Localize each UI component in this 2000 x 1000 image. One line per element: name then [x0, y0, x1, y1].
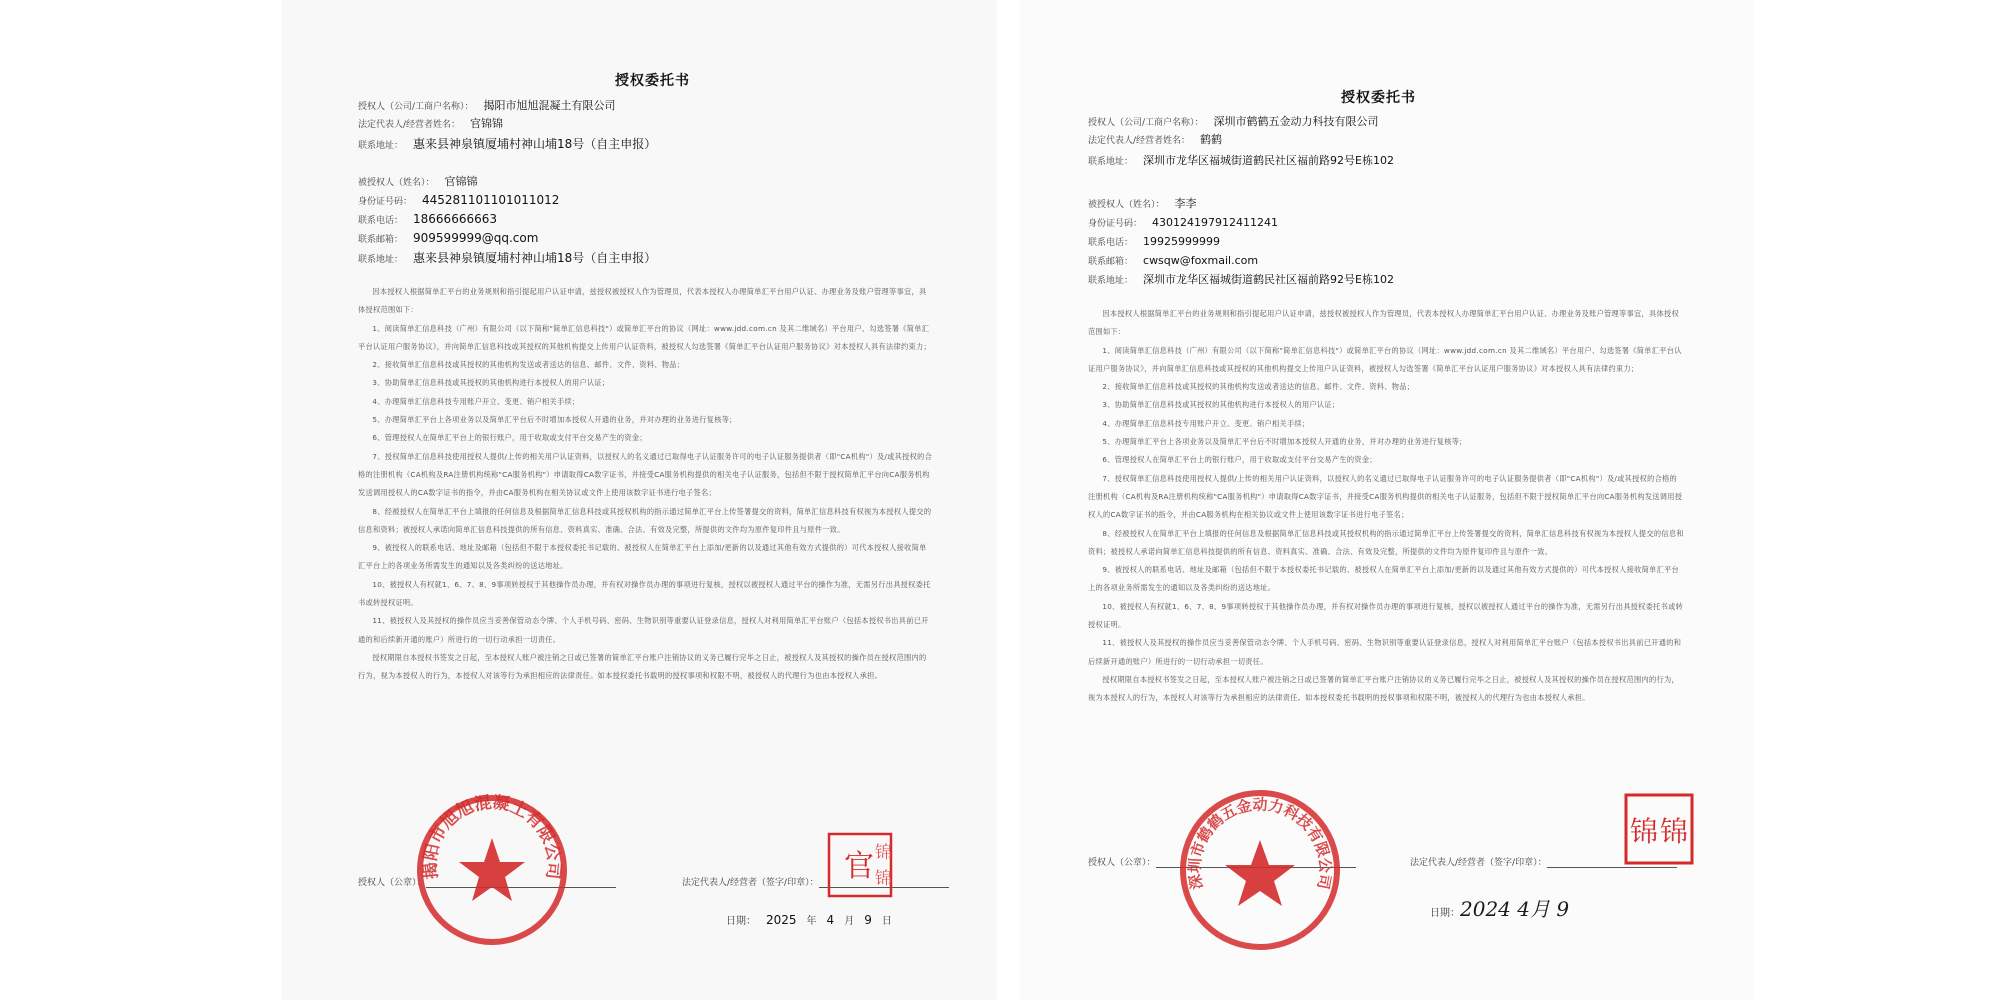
email-value: 909599999@qq.com — [413, 231, 539, 245]
phone-row — [1088, 230, 1220, 249]
email-row — [1088, 249, 1258, 268]
body-paragraph: 8、经被授权人在简单汇平台上填报的任何信息及根据简单汇信息科技或其授权机构的指示通过简单汇平台上传签署提交的资料，简单汇信息科技有权视为本授权人提交的信息和资料；被授权人承诺向简单汇信息科技提供的所有信息、资料真实、准确、合法、有效及完整，所提供的文件均为原件复印件且与原件一致。 — [1088, 528, 1684, 556]
phone-row — [358, 208, 497, 227]
date-label: 日期： — [726, 916, 756, 927]
address-value: 惠来县神泉镇厦埔村神山埔18号（自主申报） — [413, 137, 657, 151]
body-paragraph: 5、办理简单汇平台上各项业务以及简单汇平台后不时增加本授权人开通的业务，并对办理的业务进行复核等； — [1102, 437, 1467, 447]
rep-signature-label: 法定代表人/经营者（签字/印章）： — [1410, 858, 1547, 868]
body-paragraph: 授权期限自本授权书签发之日起，至本授权人账户被注销之日或已签署的简单汇平台账户注销协议的义务已履行完毕之日止，被授权人及其授权的操作员在授权范围内的行为，视为本授权人的行为，本授权人对该等行为承担相应的法律责任。如本授权委托书载明的授权事项和权限不明，被授权人的代理行为也由本授权人承担。 — [358, 652, 927, 681]
rep-row — [1088, 128, 1222, 147]
rep-name: 官锦锦 — [470, 117, 504, 130]
email-value: cwsqw@foxmail.com — [1143, 254, 1259, 267]
body-paragraph: 1、阅读简单汇信息科技（广州）有限公司（以下简称"简单汇信息科技"）或简单汇平台的协议（网址：www.jdd.com.cn 及其二维域名）平台用户、勾选签署《简单汇平台认证用户服务协议》，并向简单汇信息科技或其授权的其他机构提交上传用户认证资料，被授权人勾选签署《简单汇平台认证用户服务协议》对本授权人具有法律约束力； — [358, 323, 931, 351]
rep-signature-label: 法定代表人/经营者（签字/印章）： — [682, 878, 819, 888]
svg-text:深圳市鹤鹤五金动力科技有限公司: 深圳市鹤鹤五金动力科技有限公司 — [1185, 795, 1335, 891]
personal-stamp — [827, 832, 893, 898]
grantor-row — [1088, 110, 1379, 129]
email-label: 联系邮箱： — [358, 235, 404, 245]
address2-value: 惠来县神泉镇厦埔村神山埔18号（自主申报） — [413, 251, 657, 265]
body-paragraph: 9、被授权人的联系电话、地址及邮箱（包括但不限于本授权委托书记载的、被授权人在简单汇平台上添加/更新的以及通过其他有效方式提供的）可代本授权人接收简单汇平台上的各项业务所需发生的通知以及各类纠纷的送达地址。 — [1088, 565, 1680, 593]
phone-value: 19925999999 — [1143, 235, 1220, 248]
date-day: 9 — [864, 913, 872, 927]
body-paragraph: 10、被授权人有权就1、6、7、8、9事项转授权于其他操作员办理，并有权对操作员办理的事项进行复核，授权以被授权人通过平台的操作为准，无需另行出具授权委托书或转授权证明。 — [358, 579, 931, 608]
grantee-row — [358, 170, 478, 189]
email-row — [358, 227, 538, 246]
body-paragraph: 5、办理简单汇平台上各项业务以及简单汇平台后不时增加本授权人开通的业务，并对办理的业务进行复核等； — [372, 415, 737, 425]
grantee-label: 被授权人（姓名）： — [358, 178, 435, 188]
grantor-label: 授权人（公司/工商户名称）： — [1088, 118, 1204, 128]
grantor-name: 揭阳市旭旭混凝土有限公司 — [483, 99, 616, 112]
grantor-signature-label: 授权人（公章）： — [358, 878, 426, 888]
body-paragraph: 9、被授权人的联系电话、地址及邮箱（包括但不限于本授权委托书记载的、被授权人在简单汇平台上添加/更新的以及通过其他有效方式提供的）可代本授权人接收简单汇平台上的各项业务所需发生的通知以及各类纠纷的送达地址。 — [358, 543, 927, 571]
sign-date — [726, 912, 892, 927]
body-paragraph: 11、被授权人及其授权的操作员应当妥善保管动态令牌、个人手机号码、密码、生物识别等重要认证登录信息，授权人对利用简单汇平台账户（包括本授权书出具前已开通的和后续新开通的账户）所进行的一切行动承担一切责任。 — [358, 616, 929, 644]
rep-signature-line — [682, 875, 949, 888]
authorization-body — [358, 283, 933, 686]
grantor-name: 深圳市鹤鹤五金动力科技有限公司 — [1213, 115, 1379, 128]
body-paragraph: 7、授权简单汇信息科技使用授权人提供/上传的相关用户认证资料，以授权人的名义通过已取得电子认证服务许可的电子认证服务提供者（即"CA机构"）及/或其授权的合格的注册机构（CA机构及RA注册机构统称"CA服务机构"）申请取得CA数字证书，并接受CA服务机构提供的相关电子认证服务，包括但不限于授权简单汇平台向CA服务机构发送调用授权人的CA数字证书的指令，并由CA服务机构在相关协议或文件上使用该数字证书进行电子签名； — [358, 451, 933, 498]
document-title: 授权委托书 — [1341, 90, 1416, 106]
sign-date — [1430, 893, 1569, 922]
rep-label: 法定代表人/经营者姓名： — [358, 120, 461, 130]
document-left — [282, 0, 997, 1000]
body-paragraph: 3、协助简单汇信息科技或其授权的其他机构进行本授权人的用户认证； — [1102, 400, 1340, 410]
address-row — [358, 133, 656, 152]
address2-label: 联系地址： — [358, 255, 404, 265]
grantee-label: 被授权人（姓名）： — [1088, 200, 1165, 210]
month-unit: 月 — [844, 916, 855, 927]
rep-name: 鹤鹤 — [1200, 133, 1223, 146]
phone-label: 联系电话： — [1088, 238, 1134, 248]
body-paragraph: 4、办理简单汇信息科技专用账户开立、变更、销户相关手续； — [1102, 418, 1310, 428]
grantor-signature-label: 授权人（公章）： — [1088, 858, 1156, 868]
body-paragraph: 因本授权人根据简单汇平台的业务规则和指引提起用户认证申请，兹授权被授权人作为管理员，代表本授权人办理简单汇平台用户认证、办理业务及账户管理等事宜，具体授权范围如下： — [358, 287, 927, 315]
svg-text:锦: 锦 — [1660, 815, 1689, 848]
body-paragraph: 授权期限自本授权书签发之日起，至本授权人账户被注销之日或已签署的简单汇平台账户注销协议的义务已履行完毕之日止，被授权人及其授权的操作员在授权范围内的行为，视为本授权人的行为，本授权人对该等行为承担相应的法律责任。如本授权委托书载明的授权事项和权限不明，被授权人的代理行为也由本授权人承担。 — [1088, 674, 1679, 703]
grantee-row — [1088, 192, 1197, 211]
address2-row — [1088, 268, 1394, 287]
document-title: 授权委托书 — [615, 73, 690, 89]
body-paragraph: 2、接收简单汇信息科技或其授权的其他机构发送或者送达的信息、邮件、文件、资料、物品； — [1102, 382, 1415, 392]
body-paragraph: 6、管理授权人在简单汇平台上的银行账户，用于收取或支付平台交易产生的资金； — [1102, 455, 1377, 465]
email-label: 联系邮箱： — [1088, 257, 1134, 267]
grantor-label: 授权人（公司/工商户名称）： — [358, 102, 474, 112]
grantor-row — [358, 94, 616, 113]
document-right — [1020, 0, 1754, 1000]
date-month: 4 — [826, 913, 835, 927]
body-paragraph: 8、经被授权人在简单汇平台上填报的任何信息及根据简单汇信息科技或其授权机构的指示通过简单汇平台上传签署提交的资料，简单汇信息科技有权视为本授权人提交的信息和资料；被授权人承诺向简单汇信息科技提供的所有信息、资料真实、准确、合法、有效及完整，所提供的文件均为原件复印件且与原件一致。 — [358, 506, 932, 534]
address-label: 联系地址： — [1088, 157, 1134, 167]
body-paragraph: 6、管理授权人在简单汇平台上的银行账户，用于收取或支付平台交易产生的资金； — [372, 433, 647, 443]
body-paragraph: 2、接收简单汇信息科技或其授权的其他机构发送或者送达的信息、邮件、文件、资料、物品； — [372, 360, 685, 370]
id-row — [358, 189, 559, 208]
body-paragraph: 4、办理简单汇信息科技专用账户开立、变更、销户相关手续； — [372, 396, 580, 406]
grantee-name: 李李 — [1174, 197, 1197, 210]
address2-label: 联系地址： — [1088, 276, 1134, 286]
svg-text:锦: 锦 — [875, 843, 892, 863]
id-label: 身份证号码： — [1088, 219, 1143, 229]
body-paragraph: 11、被授权人及其授权的操作员应当妥善保管动态令牌、个人手机号码、密码、生物识别等重要认证登录信息，授权人对利用简单汇平台账户（包括本授权书出具前已开通的和后续新开通的账户）所进行的一切行动承担一切责任。 — [1088, 638, 1682, 666]
svg-text:揭阳市旭旭混凝土有限公司: 揭阳市旭旭混凝土有限公司 — [420, 792, 564, 881]
phone-value: 18666666663 — [413, 212, 497, 226]
rep-label: 法定代表人/经营者姓名： — [1088, 136, 1191, 146]
svg-text:官: 官 — [844, 849, 874, 884]
svg-text:锦: 锦 — [1630, 815, 1659, 848]
date-year: 2025 — [766, 913, 797, 927]
id-value: 430124197912411241 — [1152, 216, 1278, 229]
personal-stamp — [1624, 793, 1694, 865]
company-seal — [412, 790, 572, 950]
address-row — [1088, 149, 1394, 168]
authorization-body — [1088, 305, 1684, 708]
body-paragraph: 10、被授权人有权就1、6、7、8、9事项转授权于其他操作员办理，并有权对操作员办理的事项进行复核，授权以被授权人通过平台的操作为准，无需另行出具授权委托书或转授权证明。 — [1088, 601, 1684, 630]
phone-label: 联系电话： — [358, 216, 404, 226]
svg-text:锦: 锦 — [875, 869, 892, 889]
grantee-name: 官锦锦 — [444, 175, 478, 188]
rep-row — [358, 112, 503, 131]
address-label: 联系地址： — [358, 141, 404, 151]
id-label: 身份证号码： — [358, 197, 413, 207]
year-unit: 年 — [806, 916, 817, 927]
body-paragraph: 3、协助简单汇信息科技或其授权的其他机构进行本授权人的用户认证； — [372, 378, 610, 388]
body-paragraph: 7、授权简单汇信息科技使用授权人提供/上传的相关用户认证资料，以授权人的名义通过已取得电子认证服务许可的电子认证服务提供者（即"CA机构"）及/或其授权的合格的注册机构（CA机构及RA注册机构统称"CA服务机构"）申请取得CA数字证书，并接受CA服务机构提供的相关电子认证服务，包括但不限于授权简单汇平台向CA服务机构发送调用授权人的CA数字证书的指令，并由CA服务机构在相关协议或文件上使用该数字证书进行电子签名； — [1088, 473, 1683, 520]
company-seal — [1175, 785, 1345, 955]
body-paragraph: 1、阅读简单汇信息科技（广州）有限公司（以下简称"简单汇信息科技"）或简单汇平台的协议（网址：www.jdd.com.cn 及其二维域名）平台用户、勾选签署《简单汇平台认证用户服务协议》，并向简单汇信息科技或其授权的其他机构提交上传用户认证资料，被授权人勾选签署《简单汇平台认证用户服务协议》对本授权人具有法律约束力； — [1088, 345, 1682, 373]
handwritten-date: 2024 4月 9 — [1460, 897, 1570, 921]
address2-row — [358, 247, 656, 266]
body-paragraph: 因本授权人根据简单汇平台的业务规则和指引提起用户认证申请，兹授权被授权人作为管理员，代表本授权人办理简单汇平台用户认证、办理业务及账户管理等事宜，具体授权范围如下： — [1088, 309, 1679, 337]
id-row — [1088, 211, 1278, 230]
address-value: 深圳市龙华区福城街道鹤民社区福前路92号E栋102 — [1143, 154, 1394, 167]
address2-value: 深圳市龙华区福城街道鹤民社区福前路92号E栋102 — [1143, 273, 1394, 286]
id-value: 445281101101011012 — [422, 193, 560, 207]
day-unit: 日 — [881, 916, 892, 927]
date-label: 日期： — [1430, 908, 1460, 919]
